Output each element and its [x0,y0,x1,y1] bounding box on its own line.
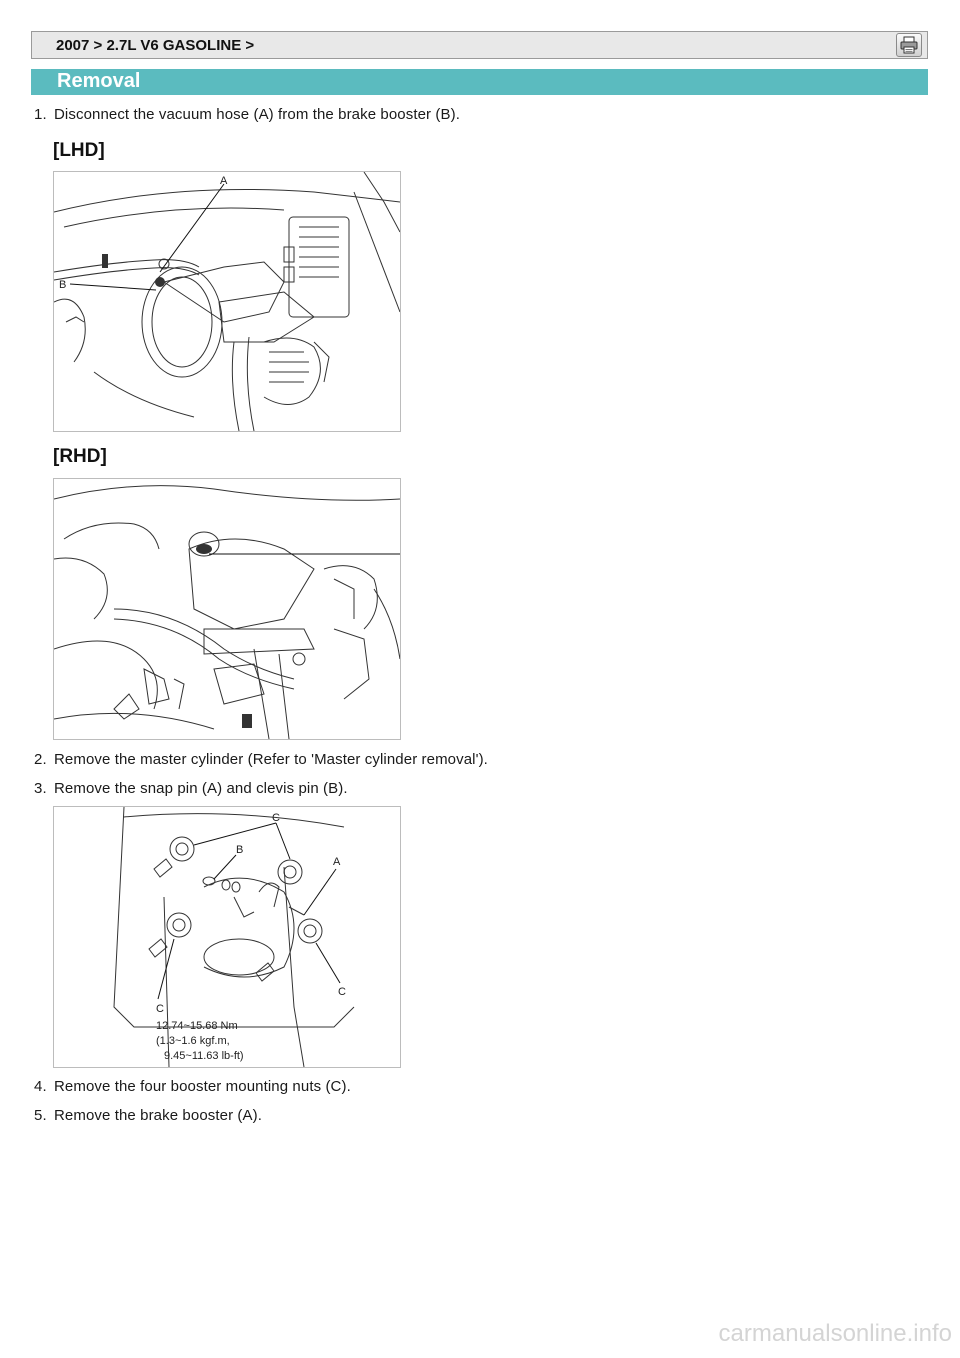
breadcrumb[interactable]: 2007 > 2.7L V6 GASOLINE > [56,37,255,54]
torque-line-3: 9.45~11.63 lb-ft) [164,1050,244,1062]
callout-c-top: C [272,812,280,824]
callout-c-right: C [338,986,346,998]
step-1 [34,106,460,123]
step-text: Remove the brake booster (A). [54,1107,262,1124]
lhd-engine-illustration [54,172,400,431]
section-header [31,69,928,95]
step-2 [34,751,488,768]
rhd-engine-illustration [54,479,400,739]
step-text: Disconnect the vacuum hose (A) from the brake booster (B). [54,106,460,123]
step-4 [34,1078,351,1095]
step-5 [34,1107,262,1124]
torque-line-2: (1.3~1.6 kgf.m, [156,1035,230,1047]
torque-line-1: 12.74~15.68 Nm [156,1020,238,1032]
printer-icon [897,34,921,56]
callout-a: A [220,175,228,187]
rhd-heading: [RHD] [53,446,107,467]
step-number: 2. [34,751,47,768]
lhd-figure [53,171,401,432]
step-text: Remove the snap pin (A) and clevis pin (B). [54,780,348,797]
booster-mounting-illustration [54,807,400,1067]
step-text: Remove the four booster mounting nuts (C). [54,1078,351,1095]
step-number: 5. [34,1107,47,1124]
step-number: 3. [34,780,47,797]
print-button[interactable] [896,33,922,57]
step-number: 4. [34,1078,47,1095]
section-title: Removal [57,70,141,92]
step-number: 1. [34,106,47,123]
watermark: carmanualsonline.info [718,1320,952,1347]
callout-c-bottom: C [156,1003,164,1015]
callout-b: B [236,844,244,856]
booster-mounting-figure [53,806,401,1068]
breadcrumb-bar [31,31,928,59]
step-3 [34,780,348,797]
callout-b: B [59,279,67,291]
step-text: Remove the master cylinder (Refer to 'Master cylinder removal'). [54,751,488,768]
callout-a: A [333,856,341,868]
rhd-figure [53,478,401,740]
lhd-heading: [LHD] [53,140,105,161]
